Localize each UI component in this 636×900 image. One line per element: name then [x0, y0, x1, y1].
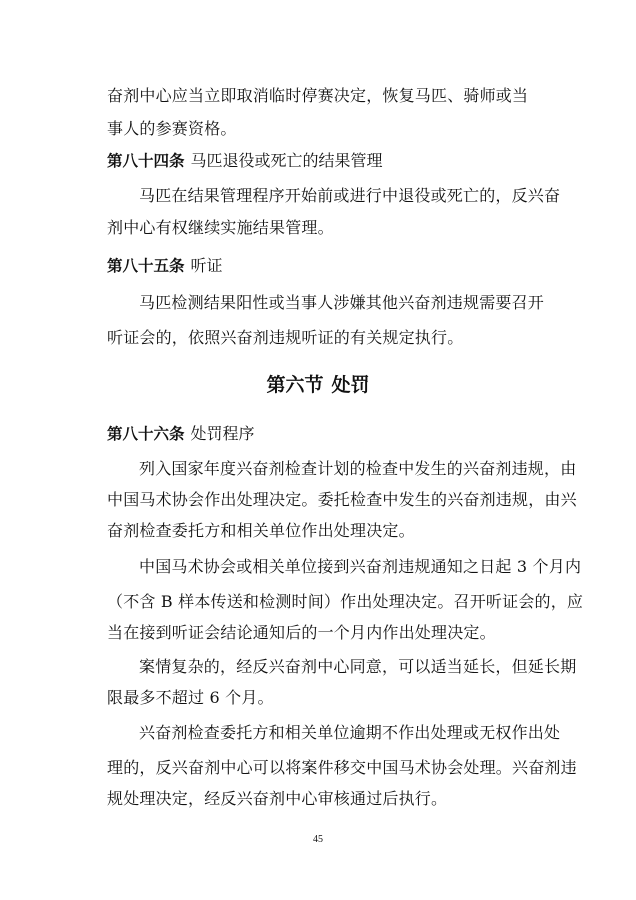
- paragraph-line: 剂中心有权继续实施结果管理。: [107, 218, 334, 237]
- paragraph-line: 奋剂检查委托方和相关单位作出处理决定。: [107, 521, 415, 540]
- paragraph-line: 中国马术协会或相关单位接到兴奋剂违规通知之日起 3 个月内: [139, 557, 582, 576]
- article-number: 第八十四条: [107, 152, 185, 170]
- paragraph-line: 马匹在结果管理程序开始前或进行中退役或死亡的，反兴奋: [139, 186, 561, 205]
- article-number: 第八十六条: [107, 425, 185, 443]
- paragraph-line: 听证会的，依照兴奋剂违规听证的有关规定执行。: [107, 328, 464, 347]
- article-86-heading: [107, 424, 255, 444]
- article-title: 马匹退役或死亡的结果管理: [190, 151, 383, 170]
- paragraph-line: 中国马术协会作出处理决定。委托检查中发生的兴奋剂违规，由兴: [107, 490, 577, 509]
- paragraph-line: 理的，反兴奋剂中心可以将案件移交中国马术协会处理。兴奋剂违: [107, 758, 577, 777]
- section-number: 第六节: [266, 374, 324, 396]
- paragraph-line: 马匹检测结果阳性或当事人涉嫌其他兴奋剂违规需要召开: [139, 293, 545, 312]
- paragraph-line: 规处理决定，经反兴奋剂中心审核通过后执行。: [107, 789, 448, 808]
- section-title: [0, 373, 636, 397]
- paragraph-line: 奋剂中心应当立即取消临时停赛决定，恢复马匹、骑师或当: [107, 86, 529, 105]
- paragraph-line: 当在接到听证会结论通知后的一个月内作出处理决定。: [107, 623, 496, 642]
- paragraph-line: （不含 B 样本传送和检测时间）作出处理决定。召开听证会的，应: [107, 592, 584, 611]
- paragraph-line: 限最多不超过 6 个月。: [107, 688, 274, 707]
- article-84-heading: [107, 151, 383, 171]
- article-title: 处罚程序: [190, 424, 255, 443]
- page-number: 45: [313, 834, 323, 845]
- section-name: 处罚: [331, 374, 370, 396]
- paragraph-line: 列入国家年度兴奋剂检查计划的检查中发生的兴奋剂违规，由: [139, 459, 577, 478]
- article-number: 第八十五条: [107, 257, 185, 275]
- article-85-heading: [107, 256, 223, 276]
- article-title: 听证: [190, 256, 223, 275]
- paragraph-line: 案情复杂的，经反兴奋剂中心同意，可以适当延长，但延长期: [139, 657, 577, 676]
- paragraph-line: 兴奋剂检查委托方和相关单位逾期不作出处理或无权作出处: [139, 723, 561, 742]
- paragraph-line: 事人的参赛资格。: [107, 119, 237, 138]
